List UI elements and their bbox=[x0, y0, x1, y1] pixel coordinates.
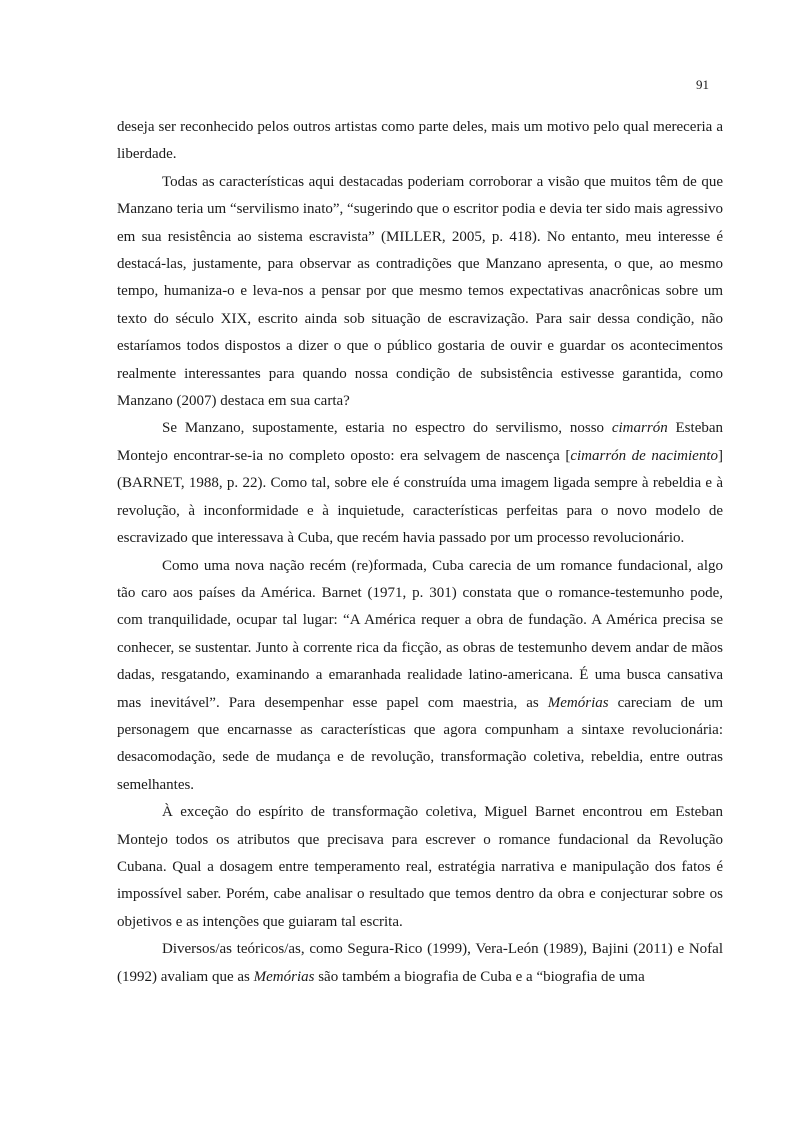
paragraph-2: Todas as características aqui destacadas poderiam corroborar a visão que muitos têm de que Manzano teria um “servilismo inato”, “sugerindo que o escritor podia e devia ter sido mais agressivo em sua resistência ao sistema escravista” (MILLER, 2005, p. 418). No entanto, meu interesse é destacá-las, justamente, para observar as contradições que Manzano apresenta, o que, ao mesmo tempo, humaniza-o e leva-nos a pensar por que mesmo temos expectativas anacrônicas sobre um texto do século XIX, escrito ainda sob situação de escravização. Para sair dessa condição, não estaríamos todos dispostos a dizer o que o público gostaria de ouvir e guardar os acontecimentos realmente interessantes para quando nossa condição de subsistência estivesse garantida, como Manzano (2007) destaca em sua carta? bbox=[117, 173, 723, 410]
paragraph-1: deseja ser reconhecido pelos outros artistas como parte deles, mais um motivo pelo qual mereceria a liberdade. bbox=[117, 119, 723, 163]
paragraph-3-italic-cimarron-de-nacimiento: cimarrón de nacimiento bbox=[570, 447, 718, 464]
paragraph-6-italic-memorias: Memórias bbox=[253, 968, 315, 985]
paragraph-3-text-a: Se Manzano, supostamente, estaria no espectro do servilismo, nosso bbox=[162, 420, 612, 437]
paragraph-3 bbox=[117, 415, 723, 552]
page-number: 91 bbox=[696, 77, 709, 92]
paragraph-4-text-a: Como uma nova nação recém (re)formada, Cuba carecia de um romance fundacional, algo tão caro aos países da América. Barnet (1971, p. 301) constata que o romance-testemunho pode, com tranquilidade, ocupar tal lugar: “A América requer a obra de fundação. A América precisa se conhecer, se sustentar. Junto à corrente rica da ficção, as obras de testemunho devem andar de mãos dadas, resgatando, examinando a emaranhada realidade latino-americana. É uma busca cansativa mas inevitável”. Para desempenhar esse papel com maestria, as bbox=[117, 557, 723, 711]
paragraph-4-text-c: careciam de um personagem que encarnasse as características que agora compunham a sintaxe revolucionária: desacomodação, sede de mudança e de revolução, transformação coletiva, rebeldia, entre outras semelhantes. bbox=[117, 694, 723, 793]
paragraph-3-text-c: Esteban Montejo encontrar-se-ia no completo oposto: era selvagem de nascença [ bbox=[117, 420, 724, 464]
paragraph-3-text-e: ] (BARNET, 1988, p. 22). Como tal, sobre ele é construída uma imagem ligada sempre à rebeldia e à revolução, à inconformidade e à inquietude, características perfeitas para o novo modelo de escravizado que interessava à Cuba, que recém havia passado por um processo revolucionário. bbox=[117, 447, 723, 547]
paragraph-6-text-c: são também a biografia de Cuba e a “biografia de uma bbox=[314, 968, 645, 985]
paragraph-6-text-a: Diversos/as teóricos/as, como Segura-Rico (1999), Vera-León (1989), Bajini (2011) e Nofal (1992) avaliam que as bbox=[117, 941, 723, 985]
body-text bbox=[117, 114, 723, 991]
paragraph-6 bbox=[117, 936, 723, 991]
paragraph-3-italic-cimarron: cimarrón bbox=[611, 420, 668, 437]
paragraph-4 bbox=[117, 553, 723, 800]
paragraph-5: À exceção do espírito de transformação coletiva, Miguel Barnet encontrou em Esteban Montejo todos os atributos que precisava para escrever o romance fundacional da Revolução Cubana. Qual a dosagem entre temperamento real, estratégia narrativa e manipulação dos fatos é impossível saber. Porém, cabe analisar o resultado que temos dentro da obra e conjecturar sobre os objetivos e as intenções que guiaram tal escrita. bbox=[117, 804, 723, 930]
paragraph-4-italic-memorias: Memórias bbox=[547, 694, 609, 711]
